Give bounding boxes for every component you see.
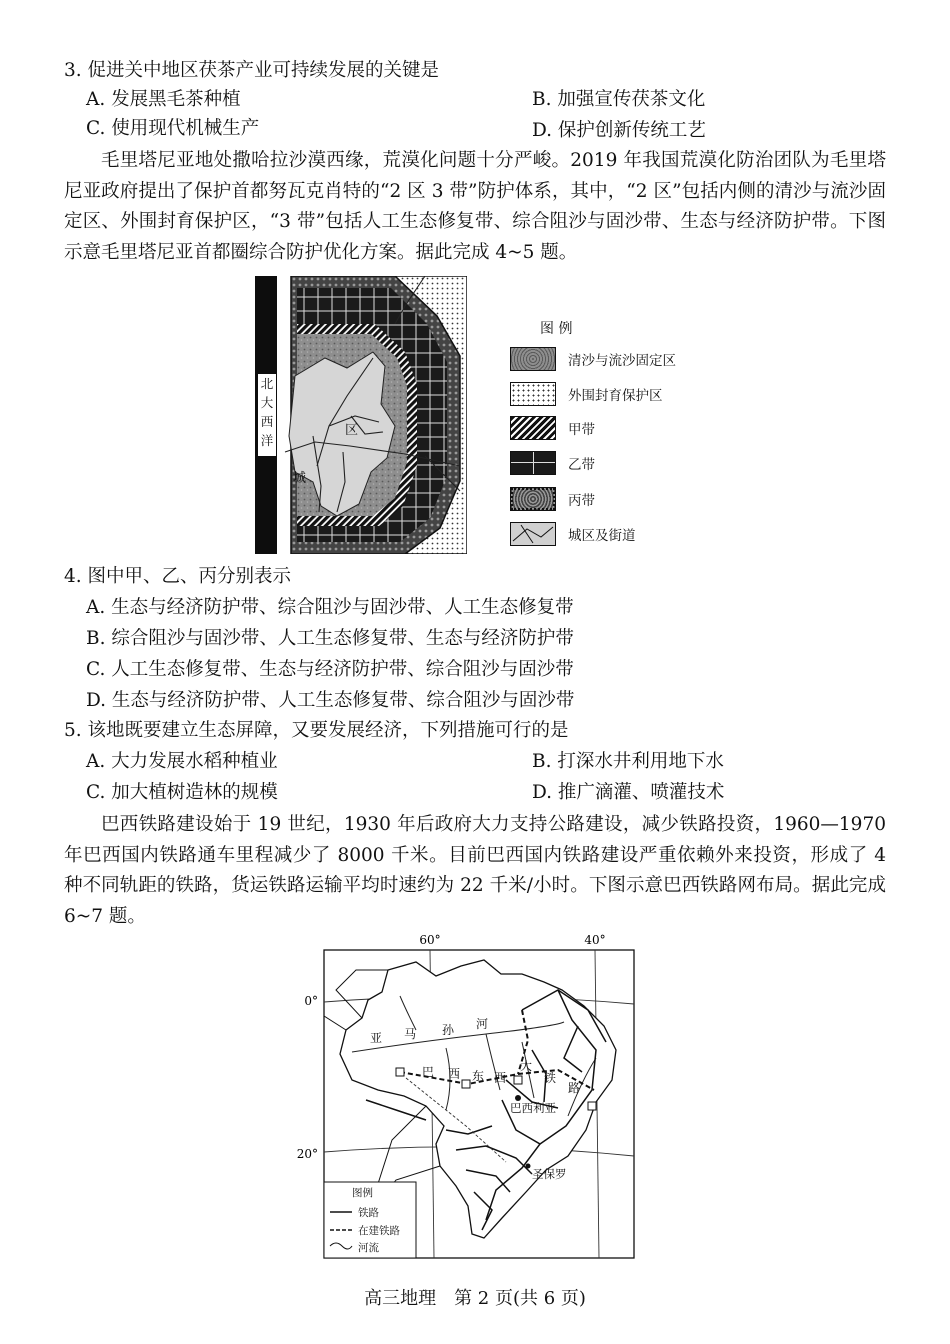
q5-option-c: C. 加大植树造林的规模 [86,782,278,803]
map1-legend-title: 图 例 [540,321,573,337]
ocean-char-2: 大 [260,395,274,410]
legend-label-enclosure: 外围封育保护区 [568,388,663,404]
legend-label-bing: 丙带 [568,493,595,509]
q5-option-b: B. 打深水井利用地下水 [532,751,724,772]
rail-char-1: 巴 [422,1065,435,1079]
river-char-4: 河 [476,1017,489,1031]
legend-sand-fixing [510,346,676,372]
q4-option-a: A. 生态与经济防护带、综合阻沙与固沙带、人工生态修复带 [86,597,574,618]
q4-option-b: B. 综合阻沙与固沙带、人工生态修复带、生态与经济防护带 [86,628,574,649]
map2-legend-rail-building: 在建铁路 [358,1225,400,1237]
ocean-char-1: 北 [260,376,274,391]
map2-legend-title: 图例 [352,1187,373,1199]
capital-label: 巴西利亚 [510,1101,556,1115]
q5-stem: 5. 该地既要建立生态屏障，又要发展经济，下列措施可行的是 [64,720,569,741]
brazil-railway-map [296,930,646,1262]
legend-enclosure [510,381,663,407]
rail-char-4: 西 [494,1071,507,1085]
legend-yi [510,450,595,476]
lat-label-20: 20° [296,1147,318,1161]
lon-label-60: 60° [419,933,441,947]
q3-stem: 3. 促进关中地区茯茶产业可持续发展的关键是 [64,60,440,81]
map2-legend-river: 河流 [358,1242,379,1254]
ocean-char-4: 洋 [260,433,274,448]
city-char-cheng: 城 [293,471,307,486]
legend-label-urban: 城区及街道 [568,528,636,544]
rail-char-6: 铁 [544,1071,557,1085]
q3-option-d: D. 保护创新传统工艺 [532,120,706,141]
nouakchott-protection-map [255,276,467,554]
river-char-1: 亚 [370,1031,383,1045]
legend-label-sand-fixing: 清沙与流沙固定区 [568,353,676,369]
legend-urban [510,521,636,547]
rail-char-5: 大 [520,1059,533,1073]
legend-label-yi: 乙带 [568,457,595,473]
q3-option-c: C. 使用现代机械生产 [86,118,260,139]
swatch-urban [510,522,556,546]
legend-bing [510,486,595,512]
page-footer: 高三地理 第 2 页(共 6 页) [364,1288,586,1309]
lat-label-0: 0° [304,994,318,1008]
q5-option-d: D. 推广滴灌、喷灌技术 [532,782,725,803]
rail-char-2: 西 [448,1067,461,1081]
q5-option-a: A. 大力发展水稻种植业 [86,751,278,772]
swatch-jia [510,416,556,440]
map2-legend-rail: 铁路 [358,1207,379,1219]
ocean-char-3: 西 [260,414,274,429]
rail-char-3: 东 [472,1069,485,1083]
swatch-yi [510,451,556,475]
saopaulo-marker [526,1164,531,1169]
legend-label-jia: 甲带 [568,422,595,438]
river-char-3: 孙 [442,1023,455,1037]
city-char-qu: 区 [345,423,359,438]
q4-option-c: C. 人工生态修复带、生态与经济防护带、综合阻沙与固沙带 [86,659,574,680]
q3-option-a: A. 发展黑毛茶种植 [86,89,241,110]
map2-legend [324,1182,416,1258]
q4-option-d: D. 生态与经济防护带、人工生态修复带、综合阻沙与固沙带 [86,690,575,711]
passage-mauritania: 毛里塔尼亚地处撒哈拉沙漠西缘，荒漠化问题十分严峻。2019 年我国荒漠化防治团队为毛里塔尼亚政府提出了保护首都努瓦克肖特的“2 区 3 带”防护体系，其中，“2 区”包括内侧的清沙与流沙固定区、外围封育保护区，“3 带”包括人工生态修复带、综合阻沙与固沙带、生态与经济防护带。下图示意毛里塔尼亚首都圈综合防护优化方案。据此完成 4~5 题。 [64,150,886,263]
saopaulo-label: 圣保罗 [532,1167,567,1181]
q3-option-b: B. 加强宣传茯茶文化 [532,89,706,110]
q4-stem: 4. 图中甲、乙、丙分别表示 [64,566,292,587]
rail-char-7: 路 [568,1081,581,1095]
river-char-2: 马 [404,1027,417,1041]
legend-jia [510,415,595,441]
swatch-sand-fixing [510,347,556,371]
lon-label-40: 40° [584,933,606,947]
swatch-enclosure [510,382,556,406]
passage-brazil-railway: 巴西铁路建设始于 19 世纪，1930 年后政府大力支持公路建设，减少铁路投资，1960—1970 年巴西国内铁路通车里程减少了 8000 千米。目前巴西国内铁路建设严重依赖外来投资，形成了 4 种不同轨距的铁路，货运铁路运输平均时速约为 22 千米/小时。下图示意巴西铁路网布局。据此完成 6~7 题。 [64,814,886,927]
swatch-bing [510,487,556,511]
